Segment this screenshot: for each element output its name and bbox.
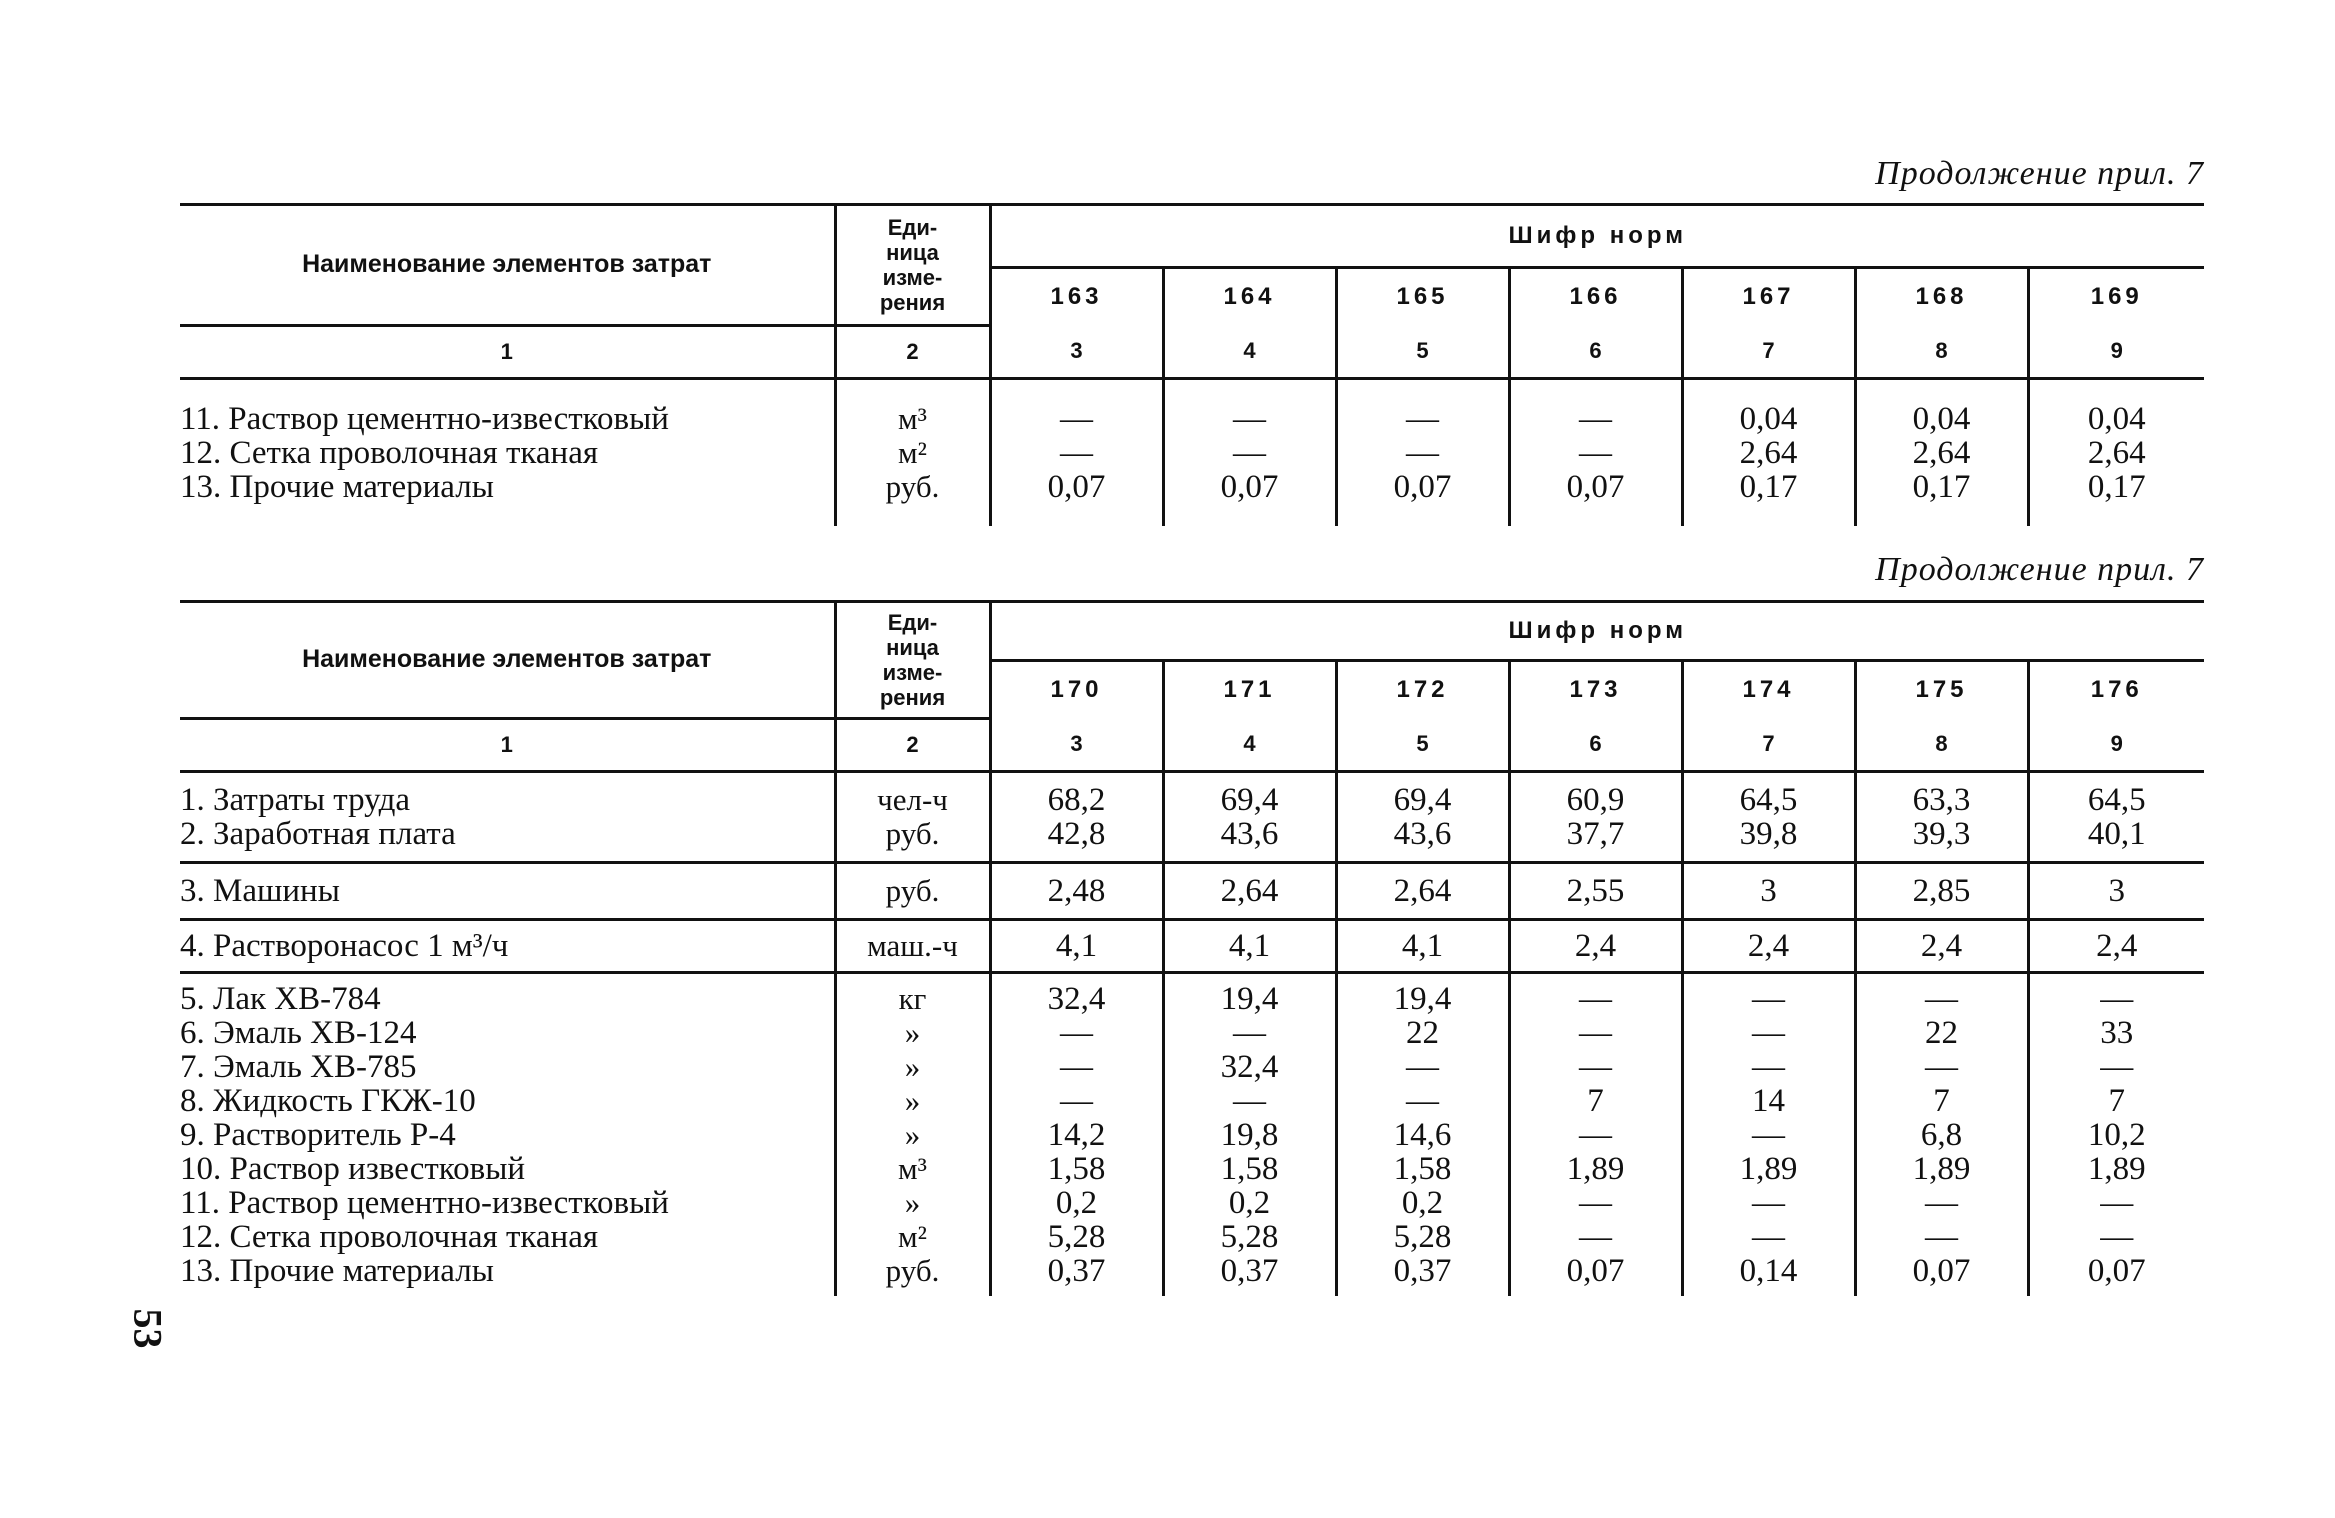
header-unit-line: изме- [882,659,943,685]
value-cell: — [1060,434,1093,471]
row-names [180,919,835,972]
header-code: 164 [1163,268,1336,326]
value-column [1855,378,2028,526]
value-cell: 33 [2100,1014,2134,1051]
value-cell: 4,1 [1228,927,1271,964]
row-unit: руб. [885,815,940,851]
header-code: 174 [1682,661,1855,719]
row-unit: руб. [885,468,940,504]
continuation-caption-1: Продолжение прил. 7 [1875,155,2204,192]
value-cell: — [1579,1218,1612,1255]
header-code: 173 [1509,661,1682,719]
value-cell: 19,8 [1220,1116,1279,1153]
value-cell: 2,85 [1912,872,1971,909]
value-cell: 5,28 [1047,1218,1106,1255]
header-col-number: 1 [500,731,513,757]
value-column [1855,972,2028,1296]
row-name: 9. Растворитель Р-4 [180,1116,456,1153]
value-cell: 64,5 [2087,781,2146,818]
value-column [1509,972,1682,1296]
header-unit-lines [837,610,989,710]
row-name: 10. Раствор известковый [180,1150,526,1187]
header-col-number: 8 [1855,325,2028,378]
header-unit-line: ница [886,239,939,265]
value-cell: 1,89 [1566,1150,1625,1187]
value-cell: 2,4 [1747,927,1790,964]
row-unit: » [904,1082,921,1118]
value-cell: — [1752,1048,1785,1085]
value-cell: 0,37 [1047,1252,1106,1289]
header-col-number: 5 [1336,325,1509,378]
value-column [2028,771,2204,862]
table-row-group [180,378,2204,526]
value-cell: 0,07 [1393,468,1452,505]
value-cell: 60,9 [1566,781,1625,818]
row-name: 13. Прочие материалы [180,468,494,505]
value-column [2028,378,2204,526]
value-cell: — [2100,1048,2134,1085]
value-cell: 14 [1752,1082,1785,1119]
value-cell: — [1752,980,1785,1017]
row-name: 11. Раствор цементно-известковый [180,1184,669,1221]
row-units [835,919,990,972]
value-column [990,862,1163,919]
value-cell: 7 [1933,1082,1950,1119]
value-cell: 7 [2108,1082,2125,1119]
header-code: 167 [1682,268,1855,326]
value-column [1682,972,1855,1296]
header-col-number: 1 [500,338,513,364]
header-col-number: 8 [1855,718,2028,771]
value-cell: 63,3 [1912,781,1971,818]
header-col-number: 5 [1336,718,1509,771]
value-cell: 32,4 [1220,1048,1279,1085]
row-name: 12. Сетка проволочная тканая [180,434,599,471]
row-unit: м³ [898,400,927,436]
row-name: 7. Эмаль ХВ-785 [180,1048,417,1085]
norms-table-1 [180,203,2204,526]
value-cell: — [1579,1048,1612,1085]
norms-table-2 [180,600,2204,1296]
value-cell: 2,64 [1220,872,1279,909]
header-col-number: 2 [835,718,990,771]
header-col-number: 9 [2028,325,2204,378]
header-code: 170 [990,661,1163,719]
value-cell: 4,1 [1055,927,1098,964]
value-cell: 2,64 [1739,434,1798,471]
value-cell: 2,48 [1047,872,1106,909]
value-cell: 2,64 [1393,872,1452,909]
value-cell: 0,2 [1228,1184,1271,1221]
value-column [1163,378,1336,526]
value-column [1163,972,1336,1296]
value-cell: 0,37 [1220,1252,1279,1289]
value-cell: 69,4 [1393,781,1452,818]
value-column [990,378,1163,526]
header-unit-line: Еди- [887,214,938,240]
row-unit: чел-ч [877,781,948,817]
value-cell: — [1752,1184,1785,1221]
value-cell: 14,6 [1393,1116,1452,1153]
row-units [835,862,990,919]
row-name: 4. Растворонасос 1 м³/ч [180,927,509,964]
header-col-number: 7 [1682,718,1855,771]
header-unit-line: Еди- [887,609,938,635]
value-cell: 0,37 [1393,1252,1452,1289]
value-cell: — [1579,1184,1612,1221]
header-col-number: 9 [2028,718,2204,771]
value-cell: 1,58 [1220,1150,1279,1187]
header-col-number: 3 [990,718,1163,771]
table-row-group [180,972,2204,1296]
value-column [1855,771,2028,862]
table-2-body [180,771,2204,1296]
row-names [180,862,835,919]
value-cell: 2,64 [1912,434,1971,471]
header-unit-line: рения [879,289,946,315]
row-name: 3. Машины [180,872,340,909]
value-cell: 22 [1925,1014,1958,1051]
value-cell: 19,4 [1393,980,1452,1017]
row-unit: м² [898,1218,927,1254]
value-cell: 2,4 [1574,927,1617,964]
value-cell: 37,7 [1566,815,1625,852]
value-cell: — [1752,1116,1785,1153]
header-unit-col [835,602,990,719]
value-column [1336,378,1509,526]
value-cell: 43,6 [1393,815,1452,852]
value-cell: — [1579,400,1612,437]
row-unit: кг [898,980,927,1016]
row-units [835,972,990,1296]
value-cell: 14,2 [1047,1116,1106,1153]
value-cell: — [2100,1184,2134,1221]
row-names [180,771,835,862]
header-code: 166 [1509,268,1682,326]
header-code: 176 [2028,661,2204,719]
header-code: 171 [1163,661,1336,719]
value-cell: 3 [1760,872,1777,909]
value-column [1855,919,2028,972]
value-cell: 64,5 [1739,781,1798,818]
value-cell: 4,1 [1401,927,1444,964]
header-unit-line: рения [879,684,946,710]
value-cell: 43,6 [1220,815,1279,852]
page-number: 53 [125,1308,171,1349]
value-cell: — [1406,400,1439,437]
value-cell: 40,1 [2087,815,2146,852]
value-cell: 32,4 [1047,980,1106,1017]
row-units [835,378,990,526]
value-cell: 2,64 [2087,434,2146,471]
row-unit: руб. [885,1252,940,1288]
value-cell: — [1406,434,1439,471]
header-code: 172 [1336,661,1509,719]
value-cell: — [1060,1048,1093,1085]
value-cell: 42,8 [1047,815,1106,852]
value-cell: — [2100,980,2134,1017]
value-column [2028,972,2204,1296]
row-name: 6. Эмаль ХВ-124 [180,1014,417,1051]
header-group: Шифр норм [990,602,2204,661]
header-col-number: 4 [1163,325,1336,378]
header-unit-lines [837,215,989,315]
value-cell: 7 [1587,1082,1604,1119]
value-cell: — [1406,1048,1439,1085]
header-col-number: 6 [1509,718,1682,771]
value-cell: — [1233,400,1266,437]
value-column [2028,862,2204,919]
row-names [180,972,835,1296]
table-row-group [180,862,2204,919]
value-cell: — [1925,980,1958,1017]
value-column [1855,862,2028,919]
value-cell: 0,04 [1912,400,1971,437]
value-cell: 39,8 [1739,815,1798,852]
value-column [990,919,1163,972]
value-column [1682,919,1855,972]
value-column [1336,919,1509,972]
header-col-number: 3 [990,325,1163,378]
header-col-number: 7 [1682,325,1855,378]
row-unit: руб. [885,872,940,908]
value-cell: 0,07 [1220,468,1279,505]
value-column [1163,862,1336,919]
table-1-body [180,378,2204,526]
value-cell: 0,04 [1739,400,1798,437]
value-column [990,972,1163,1296]
row-name: 8. Жидкость ГКЖ-10 [180,1082,476,1119]
value-column [1682,378,1855,526]
value-cell: 39,3 [1912,815,1971,852]
value-cell: 0,2 [1401,1184,1444,1221]
value-column [1336,972,1509,1296]
value-cell: 5,28 [1220,1218,1279,1255]
value-cell: — [1925,1048,1958,1085]
value-column [1509,862,1682,919]
header-unit-line: ница [886,634,939,660]
value-cell: 2,4 [2096,927,2138,964]
value-cell: — [1406,1082,1439,1119]
header-code: 165 [1336,268,1509,326]
row-name: 11. Раствор цементно-известковый [180,400,669,437]
value-cell: 5,28 [1393,1218,1452,1255]
value-cell: — [1233,1014,1266,1051]
value-column [1163,771,1336,862]
value-cell: 0,17 [1912,468,1971,505]
value-cell: 0,14 [1739,1252,1798,1289]
header-col-number: 6 [1509,325,1682,378]
value-column [1509,378,1682,526]
header-group: Шифр норм [990,205,2204,268]
value-column [2028,919,2204,972]
header-code: 163 [990,268,1163,326]
row-unit: » [904,1116,921,1152]
value-cell: — [1233,434,1266,471]
value-cell: 0,07 [2087,1252,2146,1289]
header-code: 168 [1855,268,2028,326]
value-cell: 1,58 [1047,1150,1106,1187]
value-cell: 6,8 [1920,1116,1963,1153]
value-column [1163,919,1336,972]
value-cell: 0,04 [2087,400,2146,437]
value-column [1509,771,1682,862]
row-unit: » [904,1048,921,1084]
header-col-number: 2 [835,325,990,378]
value-cell: — [1925,1184,1958,1221]
row-unit: маш.-ч [867,927,958,963]
value-cell: 2,4 [1920,927,1963,964]
value-cell: — [1060,400,1093,437]
row-unit: м³ [898,1150,927,1186]
value-cell: — [2100,1218,2134,1255]
value-cell: 69,4 [1220,781,1279,818]
row-name: 12. Сетка проволочная тканая [180,1218,599,1255]
value-cell: 68,2 [1047,781,1106,818]
value-cell: 0,07 [1912,1252,1971,1289]
value-cell: — [1752,1218,1785,1255]
value-cell: — [1233,1082,1266,1119]
row-unit: м² [898,434,927,470]
value-cell: 1,89 [1739,1150,1798,1187]
row-units [835,771,990,862]
header-unit-line: изме- [882,264,943,290]
value-column [1336,862,1509,919]
value-cell: 19,4 [1220,980,1279,1017]
header-col-number: 4 [1163,718,1336,771]
header-code: 175 [1855,661,2028,719]
value-column [1682,862,1855,919]
value-cell: 1,58 [1393,1150,1452,1187]
row-name: 13. Прочие материалы [180,1252,494,1289]
table-row-group [180,919,2204,972]
value-cell: — [1752,1014,1785,1051]
value-cell: — [1579,1014,1612,1051]
row-name: 5. Лак ХВ-784 [180,980,381,1017]
value-column [990,771,1163,862]
value-cell: 0,17 [2087,468,2146,505]
value-column [1682,771,1855,862]
header-code: 169 [2028,268,2204,326]
value-cell: — [1060,1082,1093,1119]
value-cell: 10,2 [2087,1116,2146,1153]
header-name-col: Наименование элементов затрат [180,205,835,326]
header-unit-col [835,205,990,326]
value-cell: — [1579,1116,1612,1153]
value-column [1509,919,1682,972]
row-name: 2. Заработная плата [180,815,456,852]
value-cell: — [1579,434,1612,471]
row-unit: » [904,1014,921,1050]
value-cell: — [1060,1014,1093,1051]
continuation-caption-2: Продолжение прил. 7 [1875,551,2204,588]
value-column [1336,771,1509,862]
value-cell: 0,07 [1047,468,1106,505]
header-name-col: Наименование элементов затрат [180,602,835,719]
value-cell: 0,17 [1739,468,1798,505]
value-cell: 2,55 [1566,872,1625,909]
value-cell: 0,2 [1055,1184,1098,1221]
value-cell: 22 [1406,1014,1439,1051]
value-cell: — [1925,1218,1958,1255]
value-cell: 0,07 [1566,468,1625,505]
value-cell: — [1579,980,1612,1017]
value-cell: 0,07 [1566,1252,1625,1289]
value-cell: 1,89 [2087,1150,2146,1187]
row-unit: » [904,1184,921,1220]
value-cell: 3 [2108,872,2125,909]
row-name: 1. Затраты труда [180,781,411,818]
row-names [180,378,835,526]
table-row-group [180,771,2204,862]
value-cell: 1,89 [1912,1150,1971,1187]
